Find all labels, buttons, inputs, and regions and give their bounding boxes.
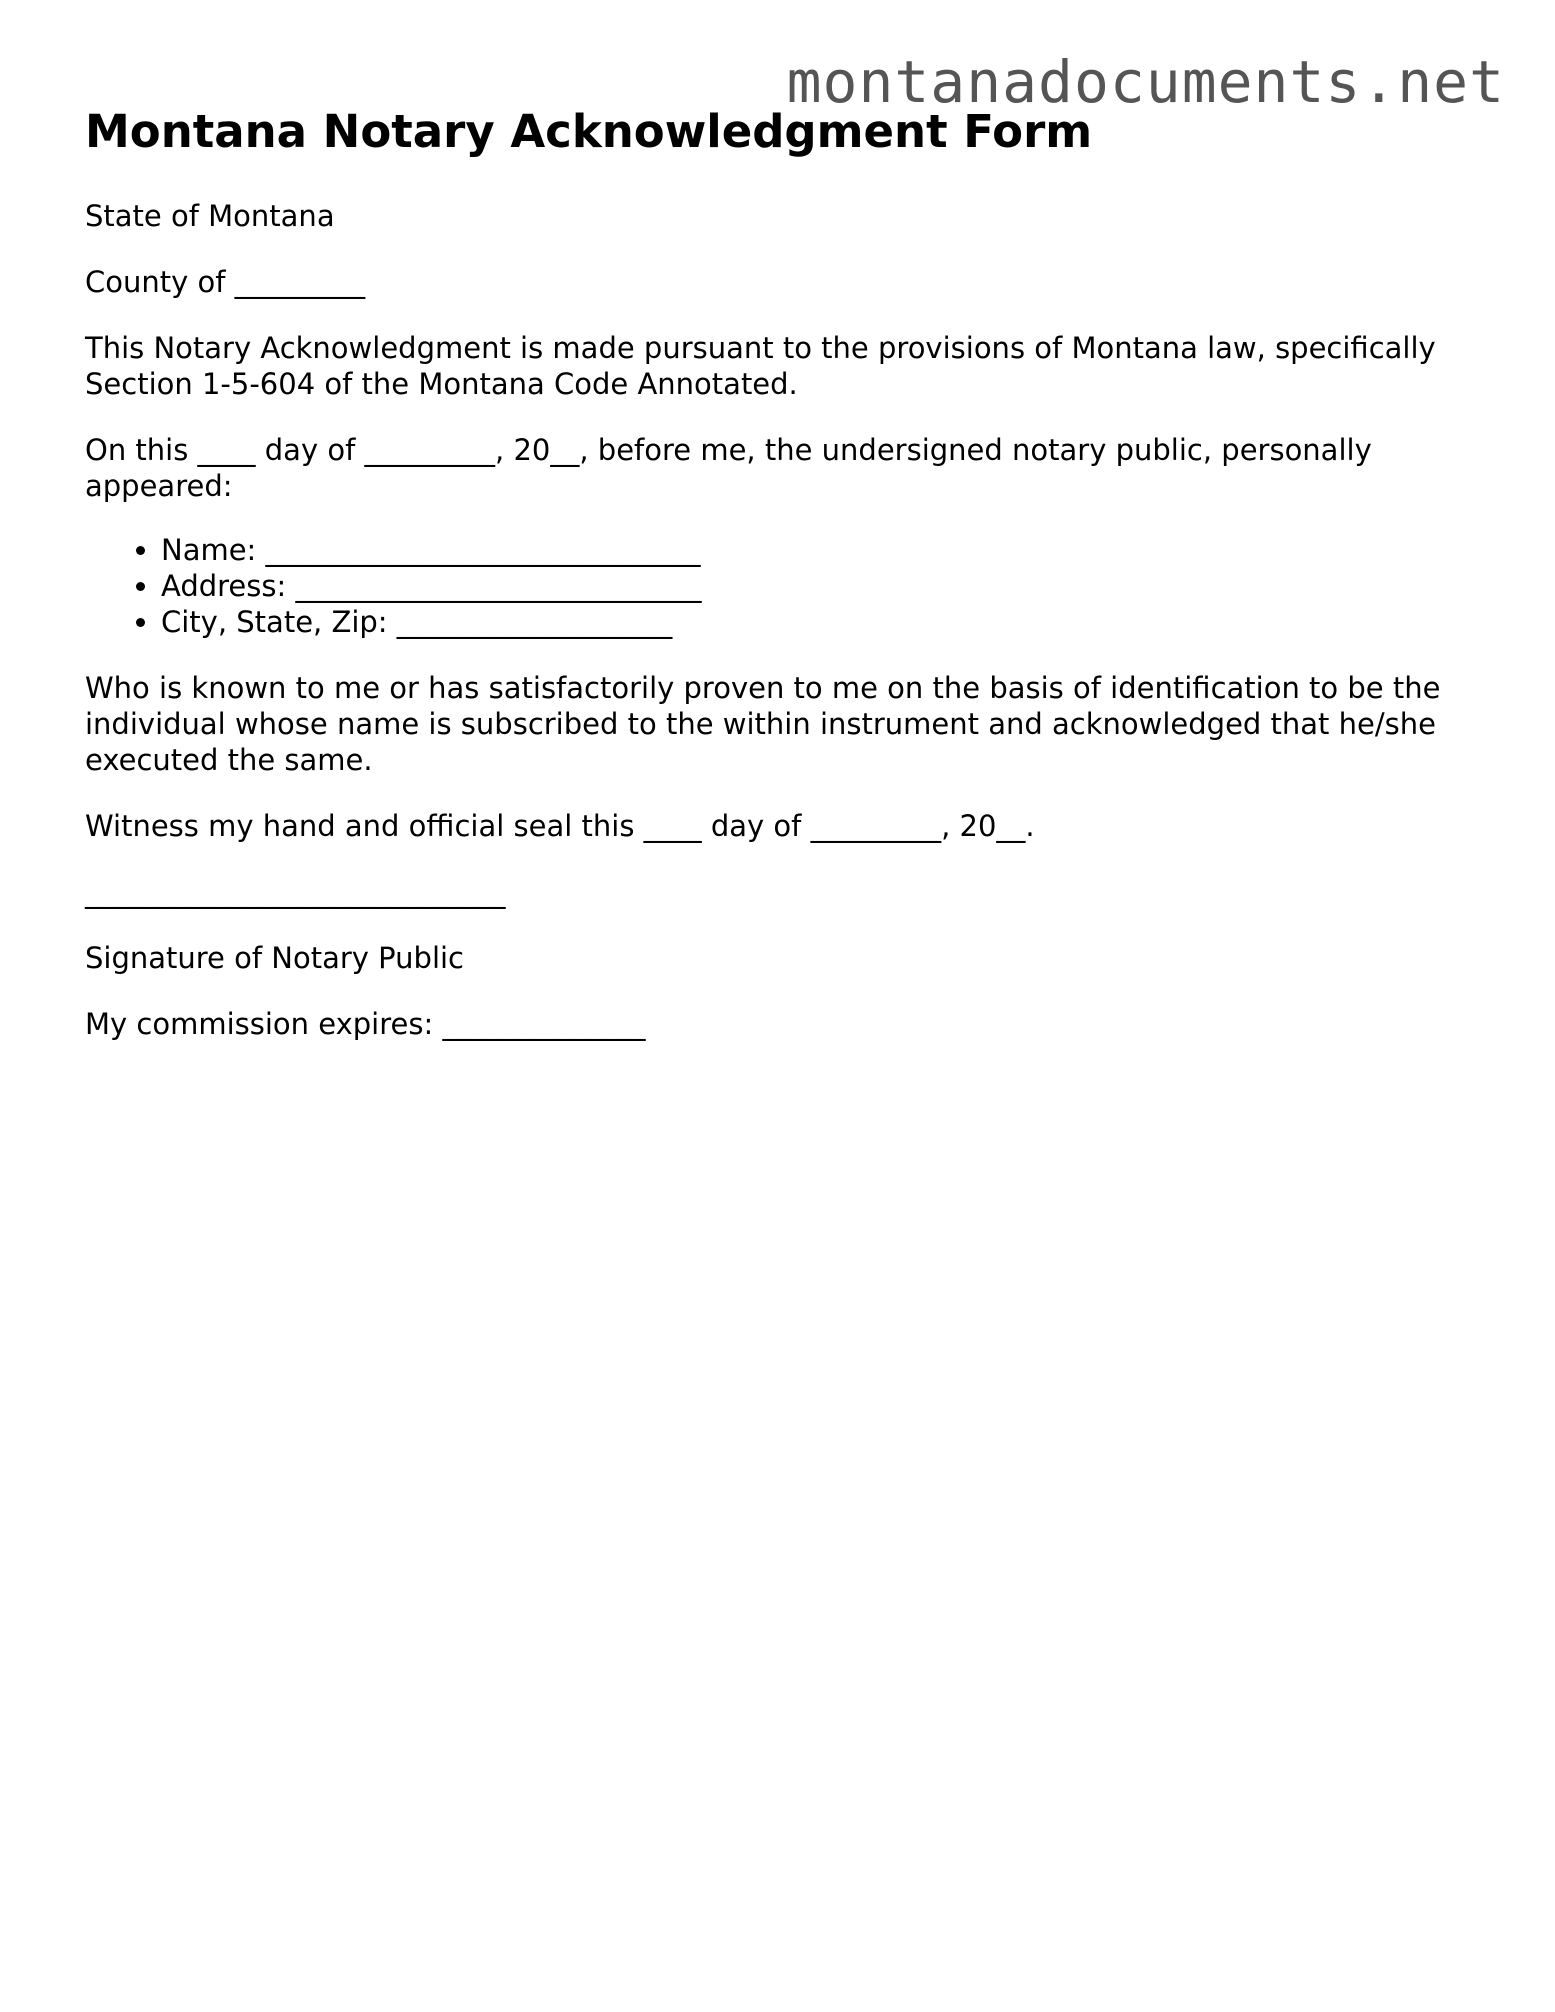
appearer-fields-list (85, 532, 1485, 640)
witness-paragraph: Witness my hand and official seal this ____ day of _________, 20__. (85, 809, 1035, 843)
commission-expiry-line: My commission expires: ______________ (85, 1007, 646, 1041)
site-watermark: montanadocuments.net (786, 48, 1505, 116)
pursuant-paragraph: This Notary Acknowledgment is made pursuant to the provisions of Montana law, specifically Section 1-5-604 of the Montana Code Annotated. (85, 331, 1436, 401)
identification-paragraph: Who is known to me or has satisfactorily proven to me on the basis of identification to be the individual whose name is subscribed to the within instrument and acknowledged that he/she executed the same. (85, 671, 1441, 777)
signature-label: Signature of Notary Public (85, 941, 464, 975)
county-line: County of _________ (85, 265, 366, 299)
name-field: • Name: ______________________________ (161, 532, 1485, 568)
appearance-paragraph: On this ____ day of _________, 20__, before me, the undersigned notary public, personally appeared: (85, 433, 1372, 503)
address-field: • Address: ____________________________ (161, 568, 1485, 604)
state-line: State of Montana (85, 199, 335, 233)
document-page (85, 104, 1485, 1072)
page-title: Montana Notary Acknowledgment Form (85, 105, 1093, 158)
signature-line: _____________________________ (85, 875, 506, 909)
city-state-zip-field: • City, State, Zip: ___________________ (161, 604, 1485, 640)
